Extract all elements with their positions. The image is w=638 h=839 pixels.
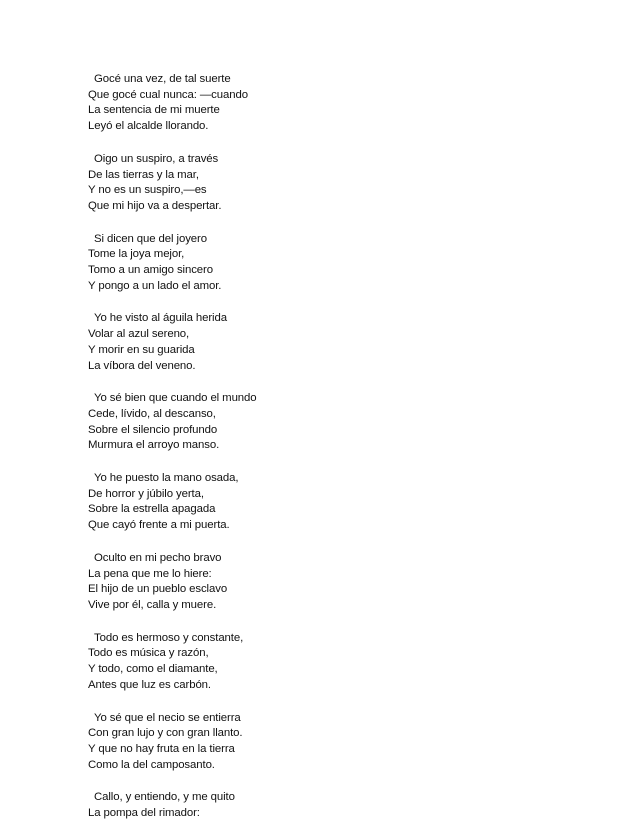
- poem-line: Tomo a un amigo sincero: [88, 264, 213, 277]
- poem-line: Sobre la estrella apagada: [88, 503, 216, 516]
- poem-line: Todo es hermoso y constante,: [94, 631, 244, 644]
- poem-line: Y morir en su guarida: [88, 343, 195, 356]
- poem-line: De las tierras y la mar,: [88, 168, 199, 181]
- poem-line: La víbora del veneno.: [88, 359, 196, 372]
- poem-line: Cede, lívido, al descanso,: [88, 407, 216, 420]
- poem-line: Con gran lujo y con gran llanto.: [88, 727, 243, 740]
- stanza-1: [88, 72, 508, 135]
- poem-line: Murmura el arroyo manso.: [88, 439, 220, 452]
- poem-line: Oculto en mi pecho bravo: [94, 551, 222, 564]
- stanza-10: [88, 790, 508, 821]
- stanza-4: [88, 311, 508, 374]
- poem-line: Oigo un suspiro, a través: [94, 152, 219, 165]
- poem-line: El hijo de un pueblo esclavo: [88, 583, 228, 596]
- poem-line: Yo he visto al águila herida: [94, 312, 227, 325]
- poem-line: Yo he puesto la mano osada,: [94, 472, 239, 485]
- poem-line: Callo, y entiendo, y me quito: [94, 791, 235, 804]
- poem-line: Sobre el silencio profundo: [88, 423, 218, 436]
- poem-line: Yo sé que el necio se entierra: [94, 711, 241, 724]
- poem-line: La pena que me lo hiere:: [88, 567, 212, 580]
- poem-line: Que mi hijo va a despertar.: [88, 199, 222, 212]
- poem-line: Vive por él, calla y muere.: [88, 598, 217, 611]
- poem-line: Y no es un suspiro,—es: [88, 184, 207, 197]
- stanza-6: [88, 471, 508, 534]
- poem-line: Que cayó frente a mi puerta.: [88, 519, 230, 532]
- poem-line: Volar al azul sereno,: [88, 328, 190, 341]
- poem-line: Antes que luz es carbón.: [88, 678, 211, 691]
- stanza-2: [88, 152, 508, 215]
- stanza-5: [88, 391, 508, 454]
- poem-line: Como la del camposanto.: [88, 758, 215, 771]
- poem-line: Gocé una vez, de tal suerte: [94, 73, 231, 85]
- poem-line: Y que no hay fruta en la tierra: [88, 742, 235, 755]
- stanza-7: [88, 551, 508, 614]
- poem-line: Leyó el alcalde llorando.: [88, 120, 209, 133]
- poem-line: Y todo, como el diamante,: [88, 663, 218, 676]
- poem-body: [88, 72, 508, 839]
- stanza-9: [88, 711, 508, 774]
- poem-line: La pompa del rimador:: [88, 807, 200, 820]
- poem-line: Que gocé cual nunca: —cuando: [88, 88, 248, 101]
- poem-line: Si dicen que del joyero: [94, 232, 207, 245]
- poem-line: Y pongo a un lado el amor.: [88, 279, 222, 292]
- poem-line: Tome la joya mejor,: [88, 248, 185, 261]
- stanza-3: [88, 232, 508, 295]
- poem-line: La sentencia de mi muerte: [88, 104, 220, 117]
- stanza-8: [88, 631, 508, 694]
- poem-line: Yo sé bien que cuando el mundo: [94, 392, 257, 405]
- poem-line: De horror y júbilo yerta,: [88, 487, 204, 500]
- poem-line: Todo es música y razón,: [88, 647, 209, 660]
